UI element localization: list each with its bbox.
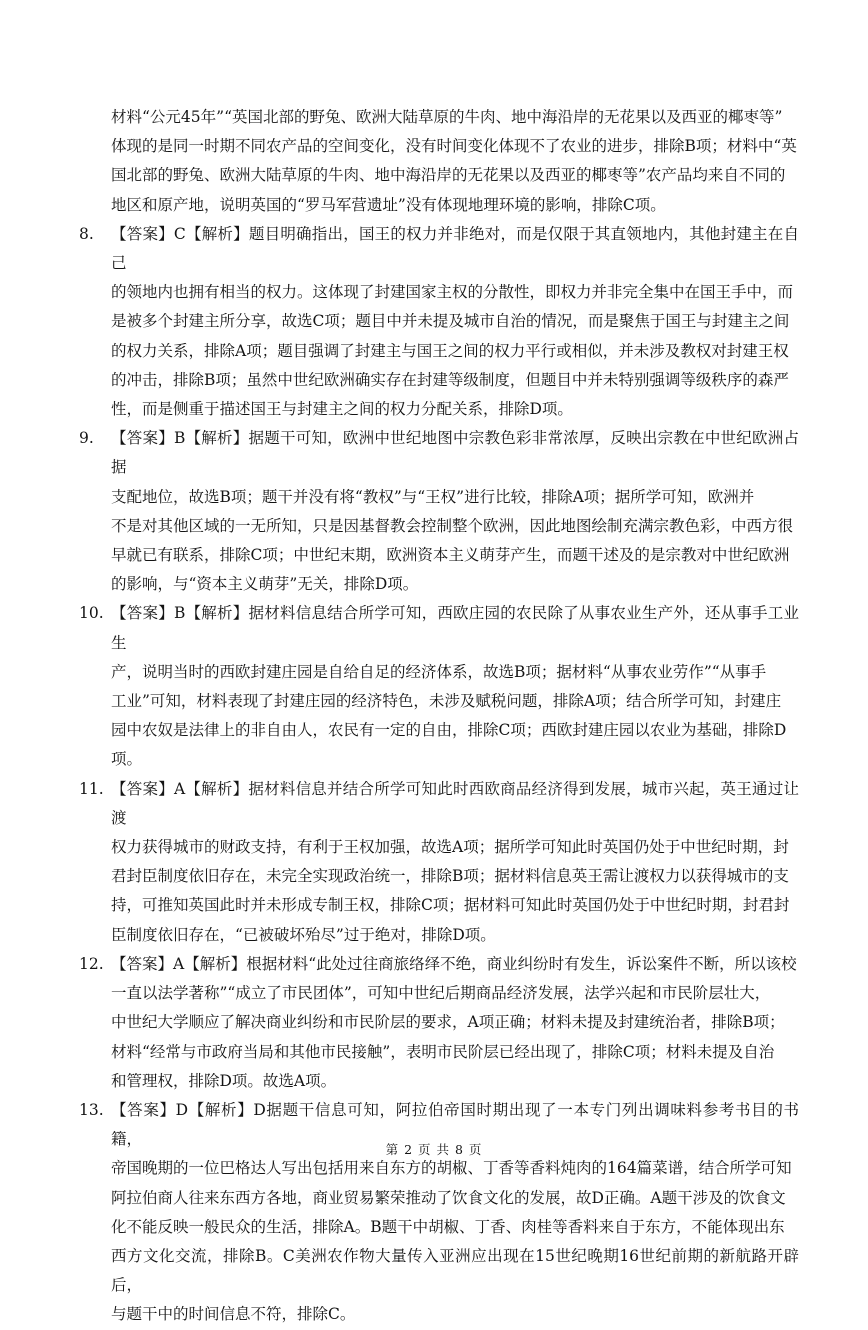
item-text: 【答案】D【解析】D据题干信息可知，阿拉伯帝国时期出现了一本专门列出调味料参考书目的书籍， 帝国晚期的一位巴格达人写出包括用来自东方的胡椒、丁香等香料炖肉的164篇菜谱，结合所学可知 阿拉伯商人往来东西方各地，商业贸易繁荣推动了饮食文化的发展，故D正确。A题干涉及的饮食文 化不能反映一般民众的生活，排除A。B题干中胡椒、丁香、肉桂等香料来自于东方，不能体现出东 西方文化交流，排除B。C美洲农作物大量传入亚洲应出现在15世纪晚期16世纪前期的新航路开辟后， 与题干中的时间信息不符，排除C。: [111, 1100, 799, 1324]
answer-item-9: [79, 424, 799, 599]
item-text: 【答案】B【解析】据题干可知，欧洲中世纪地图中宗教色彩非常浓厚，反映出宗教在中世纪欧洲占据 支配地位，故选B项；题干并没有将“教权”与“王权”进行比较，排除A项；据所学可知，欧洲并 不是对其他区域的一无所知，只是因基督教会控制整个欧洲，因此地图绘制充满宗教色彩，中西方很 早就已有联系，排除C项；中世纪末期，欧洲资本主义萌芽产生，而题干述及的是宗教对中世纪欧洲 的影响，与“资本主义萌芽”无关，排除D项。: [111, 429, 799, 594]
item-text: 【答案】A【解析】据材料信息并结合所学可知此时西欧商品经济得到发展，城市兴起，英王通过让渡 权力获得城市的财政支持，有利于王权加强，故选A项；据所学可知此时英国仍处于中世纪时期，封 君封臣制度依旧存在，未完全实现政治统一，排除B项；据材料信息英王需让渡权力以获得城市的支 持，可推知英国此时并未形成专制王权，排除C项；据材料可知此时英国仍处于中世纪时期，封君封 臣制度依旧存在，“已被破坏殆尽”过于绝对，排除D项。: [111, 779, 799, 944]
item-text: 【答案】C【解析】题目明确指出，国王的权力并非绝对，而是仅限于其直领地内，其他封建主在自己 的领地内也拥有相当的权力。这体现了封建国家主权的分散性，即权力并非完全集中在国王手中，而 是被多个封建主所分享，故选C项；题目中并未提及城市自治的情况，而是聚焦于国王与封建主之间 的权力关系，排除A项；题目强调了封建主与国王之间的权力平行或相似，并未涉及教权对封建王权 的冲击，排除B项；虽然中世纪欧洲确实存在封建等级制度，但题目中并未特别强调等级秩序的森严 性，而是侧重于描述国王与封建主之间的权力分配关系，排除D项。: [111, 224, 799, 419]
item-number: 10.: [79, 604, 104, 623]
continued-explanation-item-7: 材料“公元45年”“英国北部的野兔、欧洲大陆草原的牛肉、地中海沿岸的无花果以及西亚的椰枣等” 体现的是同一时期不同农产品的空间变化，没有时间变化体现不了农业的进步，排除B项；材料中“英 国北部的野兔、欧洲大陆草原的牛肉、地中海沿岸的无花果以及西亚的椰枣等”农产品均来自不同的 地区和原产地，说明英国的“罗马军营遗址”没有体现地理环境的影响，排除C项。: [111, 108, 797, 214]
answer-item-13: [79, 1096, 799, 1330]
item-number: 9.: [79, 429, 94, 448]
page-footer: 第 2 页 共 8 页: [385, 1142, 483, 1157]
answer-item-12: [79, 950, 799, 1096]
item-number: 13.: [79, 1100, 104, 1119]
item-text: 【答案】A【解析】根据材料“此处过往商旅络绎不绝，商业纠纷时有发生，诉讼案件不断，所以该校 一直以法学著称”“成立了市民团体”，可知中世纪后期商品经济发展，法学兴起和市民阶层壮大， 中世纪大学顺应了解决商业纠纷和市民阶层的要求，A项正确；材料未提及封建统治者，排除B项； 材料“经常与市政府当局和其他市民接触”，表明市民阶层已经出现了，排除C项；材料未提及自治 和管理权，排除D项。故选A项。: [111, 954, 797, 1090]
answer-item-8: [79, 220, 799, 424]
item-text: 【答案】B【解析】据材料信息结合所学可知，西欧庄园的农民除了从事农业生产外，还从事手工业生 产，说明当时的西欧封建庄园是自给自足的经济体系，故选B项；据材料“从事农业劳作”“从事手 工业”可知，材料表现了封建庄园的经济特色，未涉及赋税问题，排除A项；结合所学可知，封建庄 园中农奴是法律上的非自由人，农民有一定的自由，排除C项；西欧封建庄园以农业为基础，排除D 项。: [111, 604, 799, 769]
item-number: 12.: [79, 954, 104, 973]
item-number: 11.: [79, 779, 104, 798]
answer-item-11: [79, 775, 799, 950]
answer-item-10: [79, 599, 799, 774]
item-number: 8.: [79, 224, 94, 243]
